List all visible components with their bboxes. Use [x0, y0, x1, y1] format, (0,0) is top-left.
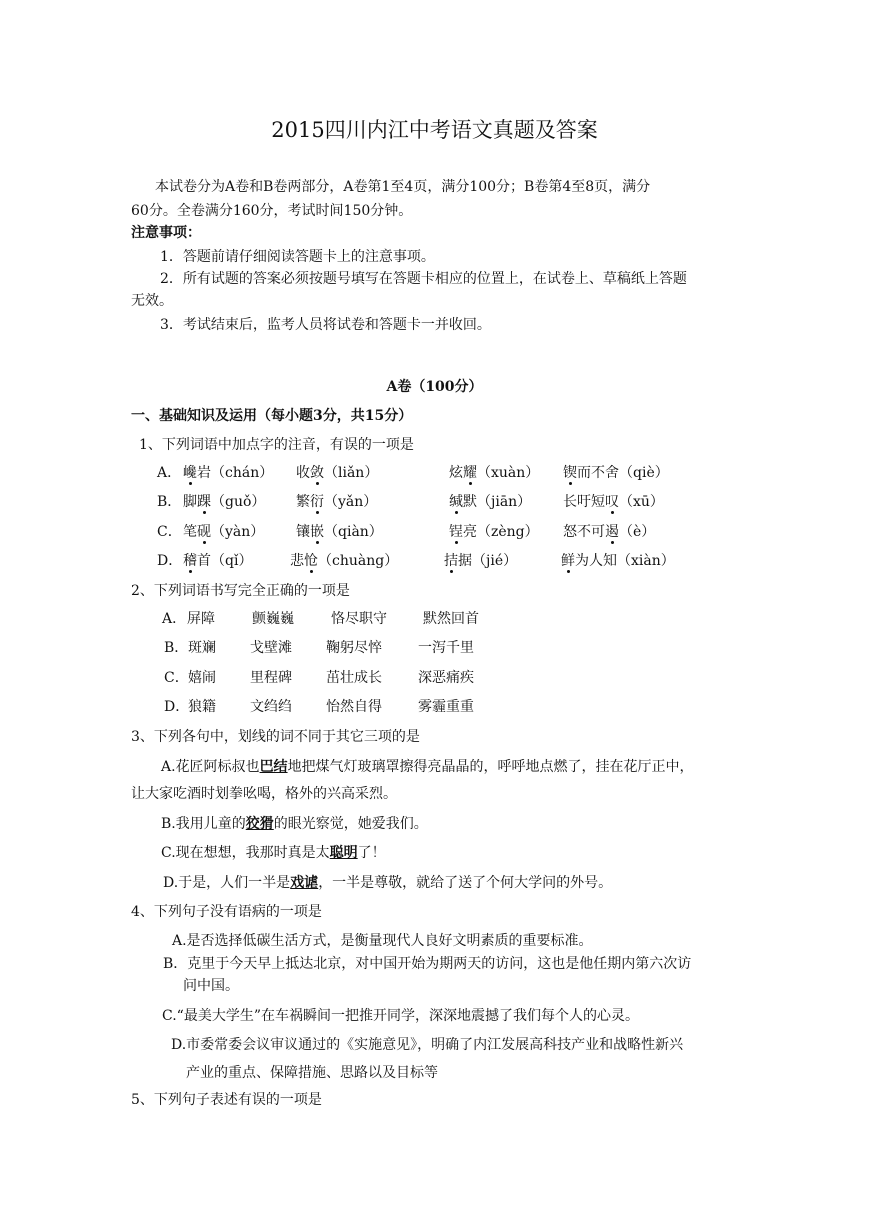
q1-option-label: D．	[157, 553, 183, 569]
q2-word: 狼籍	[188, 699, 216, 715]
q1-word: 悲怆（chuàng）	[290, 553, 399, 569]
q2-option-label: D．	[164, 699, 190, 715]
page-title: 2015四川内江中考语文真题及答案	[271, 118, 598, 142]
q3-option-b: B.我用儿童的狡猾的眼光察觉，她爱我们。	[161, 816, 428, 832]
q2-word: 一泻千里	[418, 640, 474, 656]
q1-stem: 1、下列词语中加点字的注音，有误的一项是	[139, 437, 414, 453]
q4-stem: 4、下列句子没有语病的一项是	[131, 904, 322, 920]
q4-option-a: A.是否选择低碳生活方式，是衡量现代人良好文明素质的重要标准。	[172, 933, 593, 949]
q1-word: 炫耀（xuàn）	[449, 465, 540, 481]
q1-word: 稽首（qǐ）	[183, 553, 253, 569]
q1-word: 镶嵌（qiàn）	[296, 524, 383, 540]
q4-option-d-cont: 产业的重点、保障措施、思路以及目标等	[186, 1065, 438, 1081]
q1-option-label: A．	[157, 465, 182, 481]
q2-word: 屏障	[187, 611, 215, 627]
q4-option-c: C.“最美大学生”在车祸瞬间一把推开同学，深深地震撼了我们每个人的心灵。	[162, 1008, 639, 1024]
q5-stem: 5、下列句子表述有误的一项是	[131, 1092, 322, 1108]
q2-word: 戈壁滩	[250, 640, 292, 656]
q2-stem: 2、下列词语书写完全正确的一项是	[131, 583, 350, 599]
q2-word: 怡然自得	[326, 699, 382, 715]
q3-stem: 3、下列各句中，划线的词不同于其它三项的是	[131, 729, 420, 745]
q2-option-label: A．	[162, 611, 187, 627]
q1-word: 笔砚（yàn）	[183, 524, 265, 540]
q3-option-a-cont: 让大家吃酒时划拳吆喝，格外的兴高采烈。	[131, 786, 397, 802]
q1-word: 锃亮（zèng）	[449, 524, 539, 540]
q2-word: 嬉闹	[188, 670, 216, 686]
q3-option-d: D.于是，人们一半是戏谑，一半是尊敬，就给了送了个何大学问的外号。	[163, 875, 613, 891]
q4-option-b-cont: 问中国。	[183, 978, 239, 994]
q1-option-label: C．	[157, 524, 182, 540]
q1-word: 拮据（jié）	[444, 553, 518, 569]
q2-word: 深恶痛疾	[418, 670, 474, 686]
q2-word: 雾霾重重	[418, 699, 474, 715]
intro-line-2: 60分。全卷满分160分，考试时间150分钟。	[131, 203, 413, 219]
notice-item: 2．所有试题的答案必须按题号填写在答题卡相应的位置上，在试卷上、草稿纸上答题	[160, 271, 687, 287]
q1-option-label: B．	[157, 494, 182, 510]
q1-word: 锲而不舍（qiè）	[563, 465, 669, 481]
notice-heading: 注意事项：	[131, 225, 201, 241]
q2-word: 恪尽职守	[331, 611, 387, 627]
notice-item: 无效。	[131, 293, 173, 309]
q1-word: 脚踝（guǒ）	[183, 494, 266, 510]
q1-word: 鲜为人知（xiàn）	[561, 553, 675, 569]
notice-item: 3．考试结束后，监考人员将试卷和答题卡一并收回。	[160, 317, 491, 333]
q2-word: 斑斓	[188, 640, 216, 656]
q1-word: 缄默（jiān）	[449, 494, 532, 510]
q1-word: 怒不可遏（è）	[563, 524, 656, 540]
q4-option-b: B．克里于今天早上抵达北京，对中国开始为期两天的访问，这也是他任期内第六次访	[163, 956, 692, 972]
q1-word: 繁衍（yǎn）	[296, 494, 378, 510]
q2-word: 里程碑	[250, 670, 292, 686]
q1-word: 收敛（liǎn）	[296, 465, 379, 481]
q2-option-label: C．	[164, 670, 189, 686]
q4-option-d: D.市委常委会议审议通过的《实施意见》，明确了内江发展高科技产业和战略性新兴	[171, 1037, 684, 1053]
q2-word: 颤巍巍	[252, 611, 294, 627]
q2-option-label: B．	[164, 640, 189, 656]
q2-word: 文绉绉	[250, 699, 292, 715]
part1-heading: 一、基础知识及运用（每小题3分，共15分）	[131, 408, 413, 424]
q3-option-a: A.花匠阿标叔也巴结地把煤气灯玻璃罩擦得亮晶晶的，呼呼地点燃了，挂在花厅正中，	[161, 759, 694, 775]
q2-word: 鞠躬尽悴	[326, 640, 382, 656]
notice-item: 1．答题前请仔细阅读答题卡上的注意事项。	[160, 249, 435, 265]
q3-option-c: C.现在想想，我那时真是太聪明了！	[161, 845, 386, 861]
intro-line-1: 本试卷分为A卷和B卷两部分，A卷第1至4页，满分100分；B卷第4至8页，满分	[155, 179, 651, 195]
q2-word: 默然回首	[423, 611, 479, 627]
section-a-heading: A卷（100分）	[386, 379, 483, 395]
q1-word: 巉岩（chán）	[183, 465, 274, 481]
q2-word: 茁壮成长	[326, 670, 382, 686]
q1-word: 长吁短叹（xū）	[563, 494, 664, 510]
